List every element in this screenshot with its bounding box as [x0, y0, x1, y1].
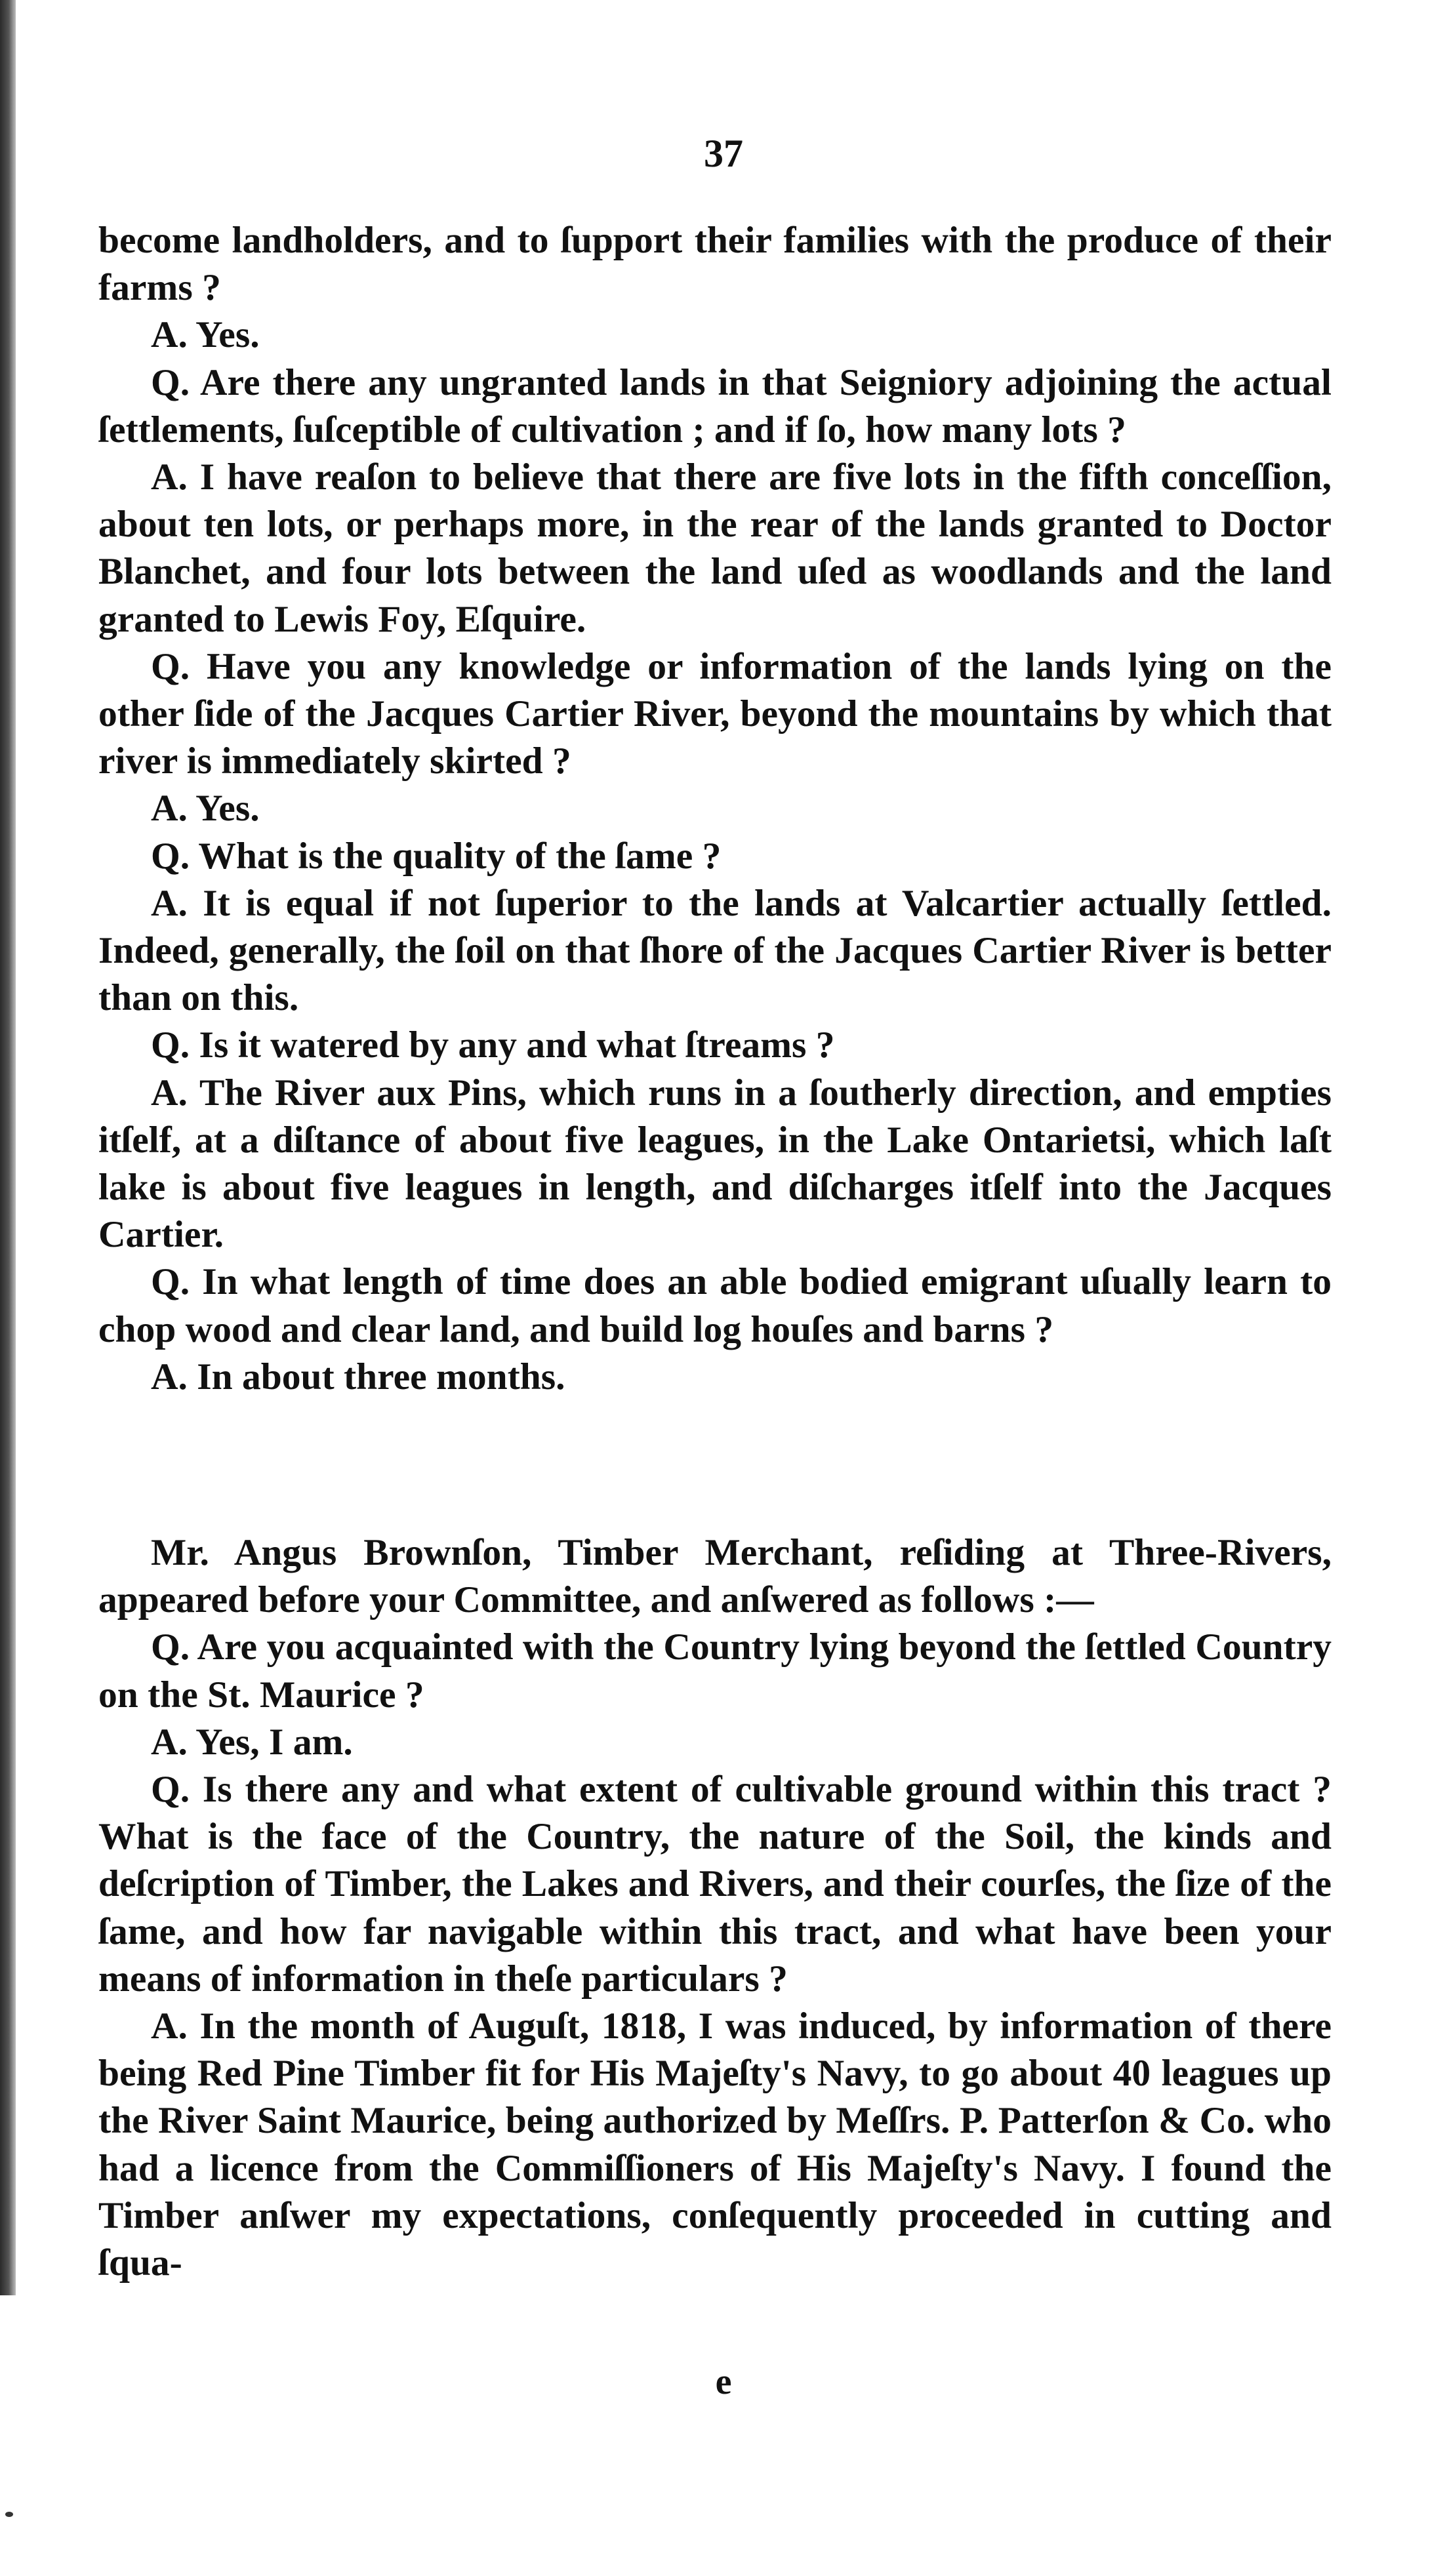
question-paragraph: Q. Is it watered by any and what ſtreams ?: [151, 1024, 835, 1066]
answer-paragraph: A. In the month of Auguſt, 1818, I was induced, by information of there being Red Pine Timber fit for His Majeſty's Navy, to go about 40 leagues up the River Saint Maurice, being authorized by Meſſrs. P. Patterſon & Co. who had a licence from the Commiſſioners of His Majeſty's Navy. I found the Timber anſwer my expectations, conſequently proceeded in cutting and ſqua-: [98, 2005, 1332, 2284]
answer-paragraph: A. Yes.: [151, 314, 260, 356]
question-paragraph: Q. What is the quality of the ſame ?: [151, 835, 722, 877]
signature-mark: e: [715, 2362, 732, 2402]
ink-speck: [5, 2512, 13, 2517]
paragraph-continued: become landholders, and to ſupport their families with the produce of their farms ?: [98, 220, 1332, 309]
testimony-section-continued: [98, 217, 1332, 1401]
question-paragraph: Q. Are you acquainted with the Country lying beyond the ſettled Country on the St. Maurice ?: [98, 1626, 1332, 1716]
answer-paragraph: A. In about three months.: [151, 1356, 565, 1398]
question-paragraph: Q. Are there any ungranted lands in that Seigniory adjoining the actual ſettlements, ſuſceptible of cultivation ; and if ſo, how many lots ?: [98, 361, 1332, 451]
question-paragraph: Q. Have you any knowledge or information of the lands lying on the other ſide of the Jacques Cartier River, beyond the mountains by which that river is immediately skirted ?: [98, 645, 1332, 782]
answer-paragraph: A. Yes.: [151, 788, 260, 830]
question-paragraph: Q. Is there any and what extent of cultivable ground within this tract ? What is the face of the Country, the nature of the Soil, the kinds and deſcription of Timber, the Lakes and Rivers, and their courſes, the ſize of the ſame, and how far navigable within this tract, and what have been your means of information in theſe particulars ?: [98, 1769, 1332, 2000]
brownson-testimony-section: [98, 1529, 1332, 2287]
page-binding-edge: [0, 0, 16, 2295]
answer-paragraph: A. The River aux Pins, which runs in a ſoutherly direction, and empties itſelf, at a diſtance of about five leagues, in the Lake Ontarietsi, which laſt lake is about five leagues in length, and diſcharges itſelf into the Jacques Cartier.: [98, 1072, 1332, 1256]
answer-paragraph: A. Yes, I am.: [151, 1721, 353, 1763]
answer-paragraph: A. It is equal if not ſuperior to the lands at Valcartier actually ſettled. Indeed, generally, the ſoil on that ſhore of the Jacques Cartier River is better than on this.: [98, 882, 1332, 1019]
witness-introduction: Mr. Angus Brownſon, Timber Merchant, reſiding at Three-Rivers, appeared before your Committee, and anſwered as follows :—: [98, 1532, 1332, 1621]
answer-paragraph: A. I have reaſon to believe that there are five lots in the fifth conceſſion, about ten lots, or perhaps more, in the rear of the lands granted to Doctor Blanchet, and four lots between the land uſed as woodlands and the land granted to Lewis Foy, Eſquire.: [98, 456, 1332, 640]
question-paragraph: Q. In what length of time does an able bodied emigrant uſually learn to chop wood and clear land, and build log houſes and barns ?: [98, 1261, 1332, 1350]
page-number: 37: [704, 132, 743, 175]
